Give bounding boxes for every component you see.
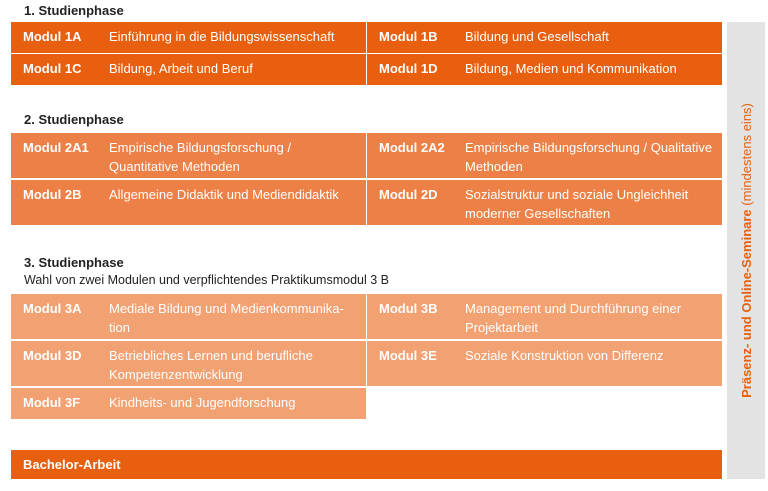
- module-code: Modul 1B: [379, 29, 438, 44]
- phase3-grid: [11, 294, 722, 419]
- module-title: Kindheits- und Jugendforschung: [109, 395, 296, 410]
- module-code: Modul 3F: [23, 395, 81, 410]
- module-title: Soziale Konstruktion von Differenz: [465, 348, 664, 363]
- module-code: Modul 1D: [379, 61, 438, 76]
- seminars-sidebar: [727, 22, 765, 479]
- bachelor-thesis-bar: Bachelor-Arbeit: [11, 450, 722, 479]
- module-title: Allgemeine Didaktik und Mediendidaktik: [109, 187, 339, 202]
- phase1-grid: [11, 22, 722, 85]
- module-title: Management und Durchführung einer Projektarbeit: [465, 301, 682, 335]
- module-3a: [11, 294, 366, 339]
- module-code: Modul 3E: [379, 348, 437, 363]
- module-code: Modul 3A: [23, 301, 82, 316]
- module-title: Sozialstruktur und soziale Ungleichheit moderner Gesellschaften: [465, 187, 689, 221]
- module-2a2: [367, 133, 722, 178]
- phase1-title: 1. Studienphase: [24, 3, 124, 18]
- phase2-grid: [11, 133, 722, 225]
- sidebar-main: Präsenz- und Online-Seminare: [738, 209, 754, 398]
- module-title: Empirische Bildungsforschung / Quantitative Methoden: [109, 140, 292, 174]
- sidebar-label: [739, 103, 754, 398]
- module-1b: [367, 22, 722, 53]
- module-code: Modul 2B: [23, 187, 82, 202]
- module-title: Einführung in die Bildungswissenschaft: [109, 29, 335, 44]
- module-3b: [367, 294, 722, 339]
- module-title: Empirische Bildungsforschung / Qualitative Methoden: [465, 140, 713, 174]
- module-3f: [11, 388, 366, 419]
- module-3d: [11, 341, 366, 386]
- module-2a1: [11, 133, 366, 178]
- module-title: Bildung, Medien und Kommunikation: [465, 61, 677, 76]
- module-code: Modul 2A1: [23, 140, 89, 155]
- module-1d: [367, 54, 722, 85]
- module-code: Modul 2A2: [379, 140, 445, 155]
- module-1c: [11, 54, 366, 85]
- module-code: Modul 1C: [23, 61, 82, 76]
- module-2b: [11, 180, 366, 225]
- module-3e: [367, 341, 722, 386]
- module-title: Betriebliches Lernen und berufliche Kompetenzentwicklung: [109, 348, 313, 382]
- module-code: Modul 1A: [23, 29, 82, 44]
- phase2-title: 2. Studienphase: [24, 112, 124, 127]
- module-title: Bildung und Gesellschaft: [465, 29, 609, 44]
- sidebar-note: (mindestens eins): [738, 103, 754, 206]
- module-code: Modul 3B: [379, 301, 438, 316]
- module-title: Mediale Bildung und Medienkommunika-tion: [109, 301, 344, 335]
- module-2d: [367, 180, 722, 225]
- module-code: Modul 3D: [23, 348, 82, 363]
- phase3-title: 3. Studienphase: [24, 255, 124, 270]
- module-title: Bildung, Arbeit und Beruf: [109, 61, 253, 76]
- empty-cell: [367, 388, 722, 419]
- module-code: Modul 2D: [379, 187, 438, 202]
- module-1a: [11, 22, 366, 53]
- phase3-subtitle: Wahl von zwei Modulen und verpflichtendes Praktikumsmodul 3 B: [24, 273, 389, 287]
